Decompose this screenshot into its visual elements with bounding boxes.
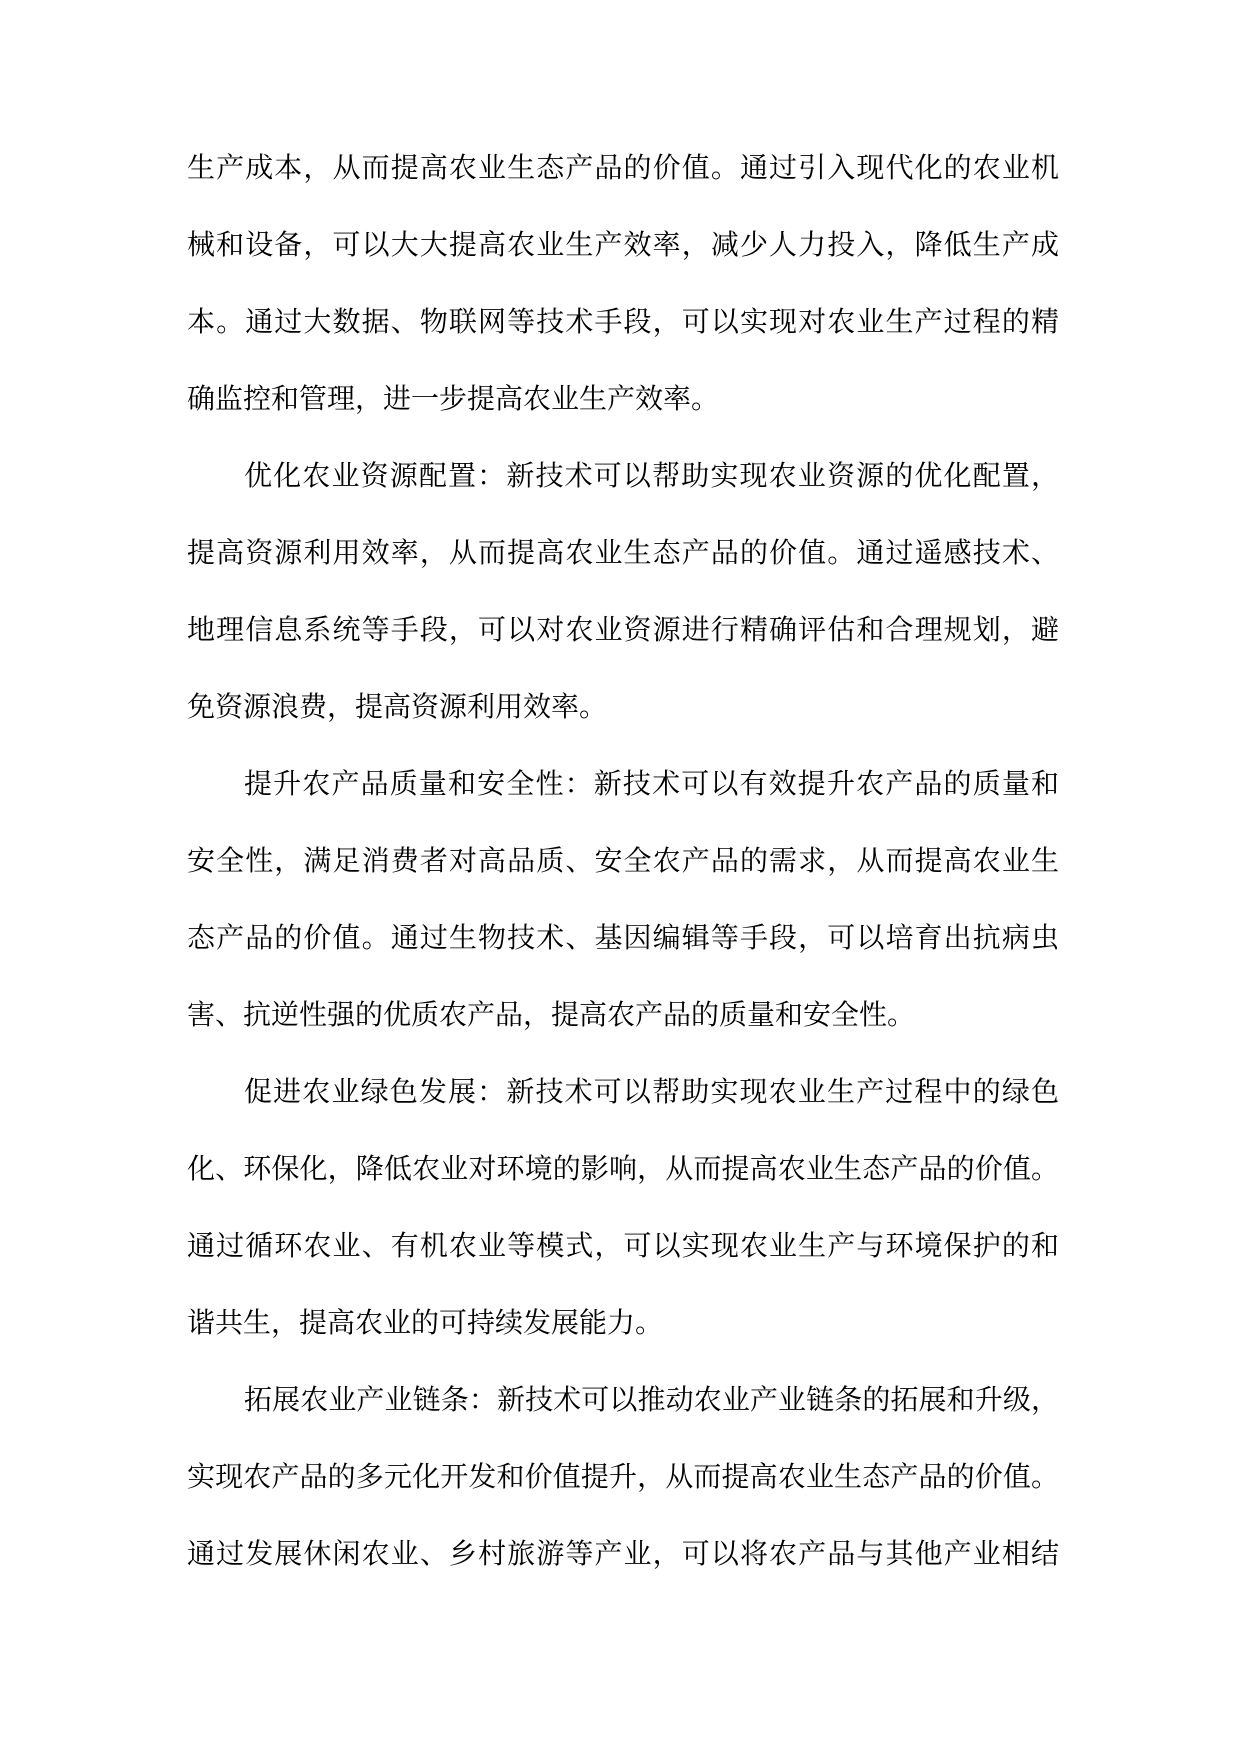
text-line: 提升农产品质量和安全性：新技术可以有效提升农产品的质量和 <box>244 767 1059 800</box>
body-text <box>187 150 1059 1613</box>
text-line: 械和设备，可以大大提高农业生产效率，减少人力投入，降低生产成 <box>187 228 1059 261</box>
text-line: 地理信息系统等手段，可以对农业资源进行精确评估和合理规划，避 <box>187 613 1059 646</box>
paragraph <box>187 150 1059 458</box>
text-line: 谐共生，提高农业的可持续发展能力。 <box>187 1306 664 1339</box>
text-line: 优化农业资源配置：新技术可以帮助实现农业资源的优化配置， <box>244 459 1059 492</box>
text-line: 免资源浪费，提高资源利用效率。 <box>187 690 608 723</box>
paragraph <box>187 1074 1059 1382</box>
text-line: 害、抗逆性强的优质农产品，提高农产品的质量和安全性。 <box>187 998 916 1031</box>
text-line: 态产品的价值。通过生物技术、基因编辑等手段，可以培育出抗病虫 <box>187 921 1059 954</box>
text-line: 促进农业绿色发展：新技术可以帮助实现农业生产过程中的绿色 <box>244 1075 1059 1108</box>
paragraph <box>187 766 1059 1074</box>
paragraph <box>187 458 1059 766</box>
text-line: 通过发展休闲农业、乡村旅游等产业，可以将农产品与其他产业相结 <box>187 1537 1059 1570</box>
paragraph <box>187 1382 1059 1613</box>
text-line: 生产成本，从而提高农业生态产品的价值。通过引入现代化的农业机 <box>187 151 1059 184</box>
text-line: 实现农产品的多元化开发和价值提升，从而提高农业生态产品的价值。 <box>187 1460 1059 1493</box>
text-line: 安全性，满足消费者对高品质、安全农产品的需求，从而提高农业生 <box>187 844 1059 877</box>
text-line: 提高资源利用效率，从而提高农业生态产品的价值。通过遥感技术、 <box>187 536 1059 569</box>
text-line: 化、环保化，降低农业对环境的影响，从而提高农业生态产品的价值。 <box>187 1152 1059 1185</box>
text-line: 拓展农业产业链条：新技术可以推动农业产业链条的拓展和升级， <box>244 1383 1059 1416</box>
text-line: 确监控和管理，进一步提高农业生产效率。 <box>187 382 720 415</box>
text-line: 本。通过大数据、物联网等技术手段，可以实现对农业生产过程的精 <box>187 305 1059 338</box>
text-line: 通过循环农业、有机农业等模式，可以实现农业生产与环境保护的和 <box>187 1229 1059 1262</box>
